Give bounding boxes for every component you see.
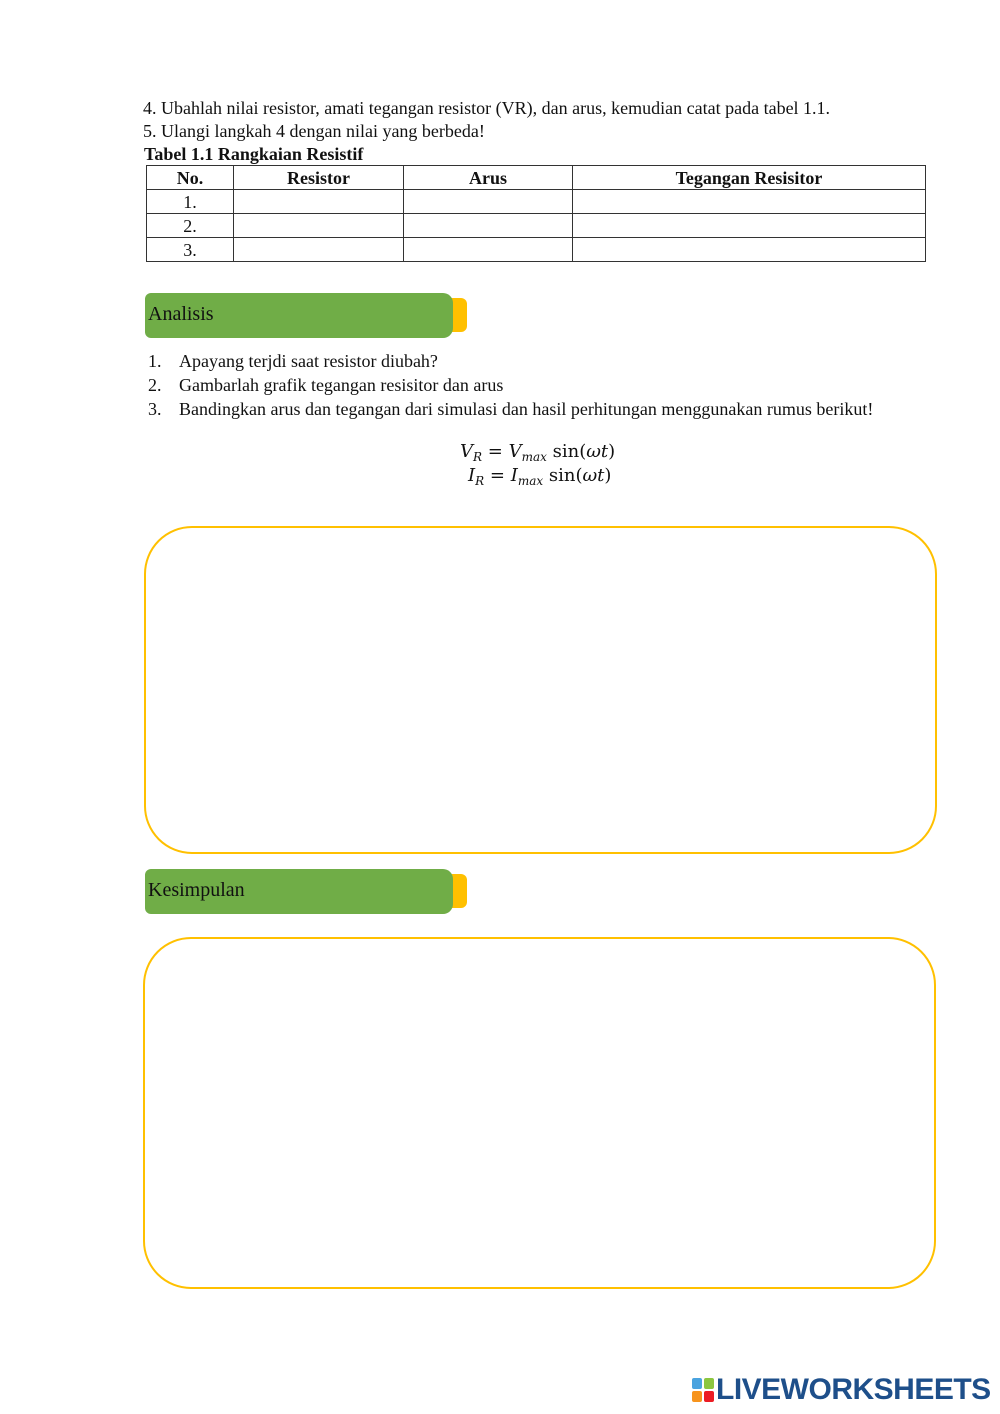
formula-current: $I_R = I_{max}$ sin(ωt) (468, 465, 612, 488)
analisis-questions (145, 349, 928, 421)
header-tegangan: Tegangan Resisitor (573, 166, 926, 190)
formula-subscript: max (521, 450, 547, 464)
logo-grid-icon (692, 1378, 714, 1402)
table-row (147, 238, 926, 262)
list-item (145, 373, 928, 397)
analisis-title: Analisis (148, 303, 214, 325)
cell-arus[interactable] (404, 190, 573, 214)
formula-symbol: V (460, 441, 473, 462)
table-caption: Tabel 1.1 Rangkaian Resistif (144, 144, 364, 164)
kesimpulan-banner (145, 869, 467, 914)
analisis-banner (145, 293, 467, 338)
cell-arus[interactable] (404, 238, 573, 262)
header-resistor: Resistor (234, 166, 404, 190)
question-number: 3. (148, 399, 162, 419)
kesimpulan-title: Kesimpulan (148, 879, 245, 901)
formula-symbol: I (468, 465, 476, 486)
kesimpulan-answer-box[interactable] (143, 937, 936, 1289)
list-item (145, 397, 928, 421)
question-number: 1. (148, 351, 162, 371)
cell-tegangan[interactable] (573, 214, 926, 238)
question-number: 2. (148, 375, 162, 395)
results-table (146, 165, 926, 262)
formula-voltage: $V_R = V_{max}$ sin(ωt) (460, 441, 616, 464)
cell-resistor[interactable] (234, 190, 404, 214)
formula-function: sin (552, 441, 580, 462)
formula-argument: ωt (586, 441, 609, 462)
question-text: Bandingkan arus dan tegangan dari simulasi dan hasil perhitungan menggunakan rumus berikut! (179, 399, 874, 419)
table-header-row (147, 166, 926, 190)
instruction-step-4: 4. Ubahlah nilai resistor, amati tegangan resistor (VR), dan arus, kemudian catat pada tabel 1.1. (143, 98, 831, 118)
cell-arus[interactable] (404, 214, 573, 238)
header-arus: Arus (404, 166, 573, 190)
formula-subscript: R (473, 450, 483, 464)
cell-resistor[interactable] (234, 214, 404, 238)
table-row (147, 214, 926, 238)
cell-tegangan[interactable] (573, 238, 926, 262)
cell-no: 1. (147, 190, 234, 214)
formula-subscript: R (475, 474, 485, 488)
analisis-answer-box[interactable] (144, 526, 937, 854)
formula-argument: ωt (582, 465, 605, 486)
question-text: Apayang terjdi saat resistor diubah? (179, 351, 438, 371)
list-item (145, 349, 928, 373)
header-no: No. (147, 166, 234, 190)
cell-resistor[interactable] (234, 238, 404, 262)
cell-no: 3. (147, 238, 234, 262)
cell-tegangan[interactable] (573, 190, 926, 214)
formula-symbol: V (508, 441, 522, 462)
brand-text: LIVEWORKSHEETS (716, 1373, 991, 1406)
table-row (147, 190, 926, 214)
cell-no: 2. (147, 214, 234, 238)
formula-function: sin (548, 465, 576, 486)
instruction-step-5: 5. Ulangi langkah 4 dengan nilai yang berbeda! (143, 121, 485, 141)
formula-subscript: max (517, 474, 544, 488)
question-text: Gambarlah grafik tegangan resisitor dan arus (179, 375, 504, 395)
formula-symbol: I (510, 465, 518, 486)
